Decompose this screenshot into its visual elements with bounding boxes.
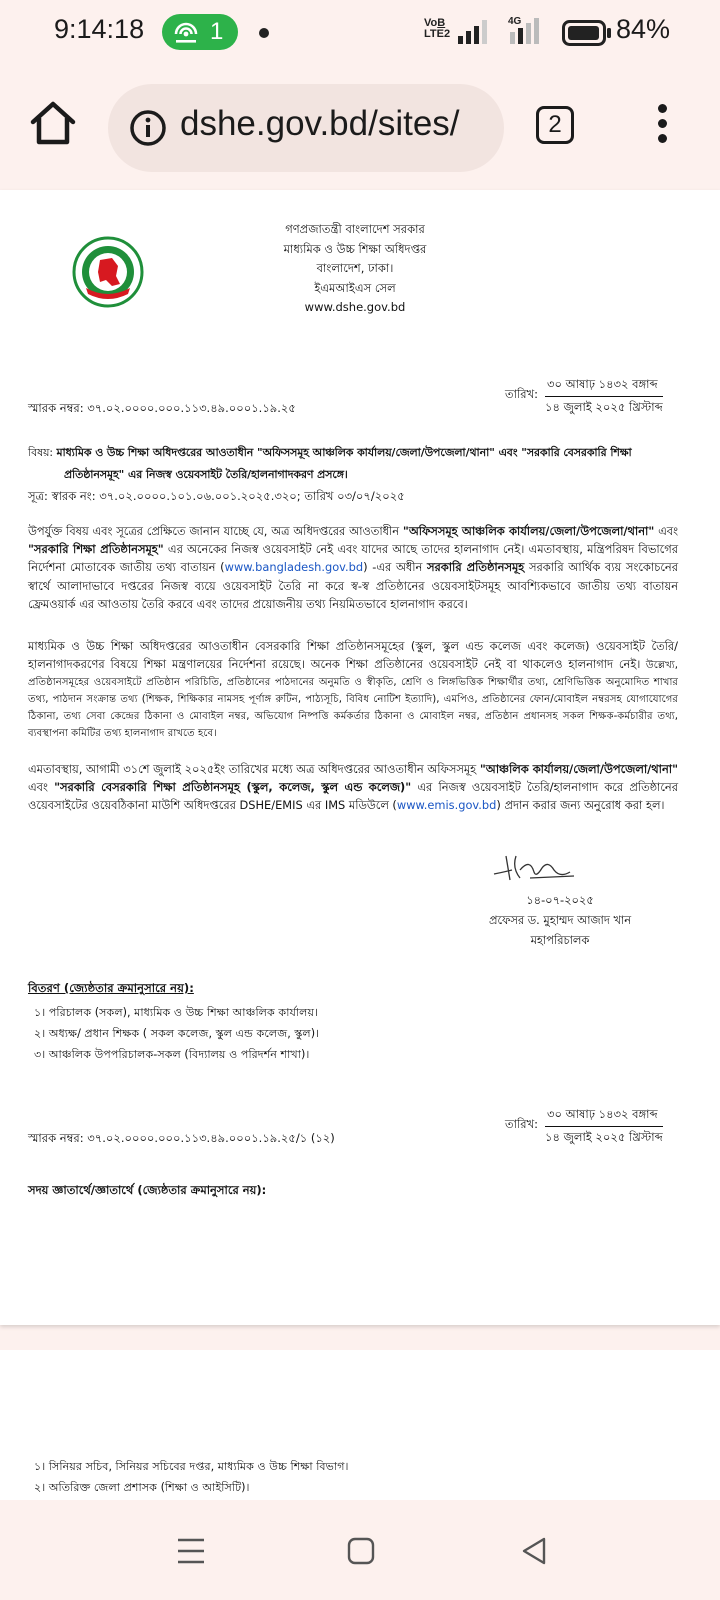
list-item: ৩। আঞ্চলিক উপপরিচালক-সকল (বিদ্যালয় ও পরিদর্শন শাখা)। — [34, 1048, 310, 1061]
list-item: ১। সিনিয়র সচিব, সিনিয়র সচিবের দপ্তর, মাধ্যমিক ও উচ্চ শিক্ষা বিভাগ। — [34, 1460, 349, 1473]
hotspot-indicator — [162, 14, 238, 50]
bangladesh-portal-link[interactable]: www.bangladesh.gov.bd — [224, 560, 364, 575]
battery-icon — [562, 20, 612, 46]
letterhead-dept: মাধ্যমিক ও উচ্চ শিক্ষা অধিদপ্তর — [283, 241, 427, 256]
tab-switcher-button[interactable]: 2 — [536, 106, 574, 144]
p3-bold-offices: "আঞ্চলিক কার্যালয়/জেলা/উপজেলা/থানা" — [479, 762, 679, 776]
p1-text-h: সরকারি আর্থিক ব্যয় সংকোচনের স্বার্থে আলাদাভাবে দপ্তরের নিজস্ব ব্যয়ে ওয়েবসাইট তৈরি না করে স্ব-স্ব প্রতিষ্ঠানের ওয়েবসাইটসমূহ আবশ্যিকভাবে জাতীয় তথ্য বাতায়ন ফ্রেমওয়ার্ক এর আওতায় তৈরি করবে এবং তাদের প্রয়োজনীয় তথ্য নিয়মিতভাবে হালনাগাদ করবে। — [28, 560, 678, 611]
memo-number: স্মারক নম্বর: ৩৭.০২.০০০০.০০০.১১৩.৪৯.০০০১.১৯.২৫ — [28, 401, 296, 415]
list-item: ১। পরিচালক (সকল), মাধ্যমিক ও উচ্চ শিক্ষা আঞ্চলিক কার্যালয়। — [34, 1006, 319, 1019]
signatory-title: মহাপরিচালক — [530, 933, 590, 947]
letterhead-cell: ইএমআইএস সেল — [314, 280, 396, 295]
subject-label: বিষয়: — [28, 446, 54, 459]
notification-dot — [259, 28, 269, 38]
signature-block — [460, 890, 660, 950]
date-bangla-2: ৩০ আষাঢ় ১৪৩২ বঙ্গাব্দ — [547, 1107, 658, 1121]
url-text[interactable]: dshe.gov.bd/sites/ — [180, 104, 460, 143]
list-item: ২। অতিরিক্ত জেলা প্রশাসক (শিক্ষা ও আইসিটি)। — [34, 1481, 250, 1494]
subject-line-1 — [28, 444, 632, 463]
p1-text-e: এর অনেকের নিজস্ব ওয়েবসাইট নেই এবং যাদের আছে তাদের হালনাগাদ নেই। এমতাবস্থায়, মন্ত্রিপরিষদ বিভাগের নির্দেশনা মোতাবেক জাতীয় তথ্য বাতায়ন ( — [28, 542, 678, 575]
p1-bold-offices: "অফিসসমূহ আঞ্চলিক কার্যালয়/জেলা/উপজেলা/থানা" — [402, 524, 655, 538]
memo-number-2: স্মারক নম্বর: ৩৭.০২.০০০০.০০০.১১৩.৪৯.০০০১.১৯.২৫/১ (১২) — [28, 1131, 335, 1145]
nav-home-icon[interactable] — [346, 1536, 376, 1566]
handwritten-signature — [490, 850, 580, 884]
p3-text-e: এর নিজস্ব ওয়েবসাইট তৈরি/হালনাগাদ করে প্রতিষ্ঠানের ওয়েবসাইটের ওয়েবঠিকানা মাউশি অধিদপ্তরের DSHE/EMIS এর IMS মডিউলে ( — [28, 780, 678, 813]
subject-line-2: প্রতিষ্ঠানসমূহ" এর নিজস্ব ওয়েবসাইট তৈরি/হালনাগাদকরণ প্রসঙ্গে। — [64, 468, 348, 481]
address-bar[interactable] — [108, 84, 504, 172]
p3-text-a: এমতাবস্থায়, আগামী ৩১শে জুলাই ২০২৫ইং তারিখের মধ্যে অত্র অধিদপ্তরের আওতাধীন অফিসসমূহ — [28, 762, 480, 776]
recent-apps-icon[interactable] — [176, 1536, 206, 1566]
browser-toolbar — [0, 66, 720, 190]
info-heading: সদয় জ্ঞাতার্থে/জ্ঞাতার্থে (জ্যেষ্ঠতার ক্রমানুসারে নয়): — [28, 1183, 267, 1197]
p1-bold-govt: সরকারি প্রতিষ্ঠানসমূহ — [427, 560, 525, 575]
signatory-name: প্রফেসর ড. মুহাম্মদ আজাদ খান — [488, 913, 632, 927]
paragraph-1 — [28, 522, 678, 613]
subject-text: মাধ্যমিক ও উচ্চ শিক্ষা অধিদপ্তরের আওতাধীন "অফিসসমূহ আঞ্চলিক কার্যালয়/জেলা/উপজেলা/থানা" এবং "সরকারি বেসরকারি শিক্ষা — [56, 446, 632, 459]
hotspot-count: 1 — [210, 18, 224, 45]
date-label: তারিখ: — [505, 387, 539, 401]
status-bar — [0, 0, 720, 66]
home-icon[interactable] — [26, 96, 80, 150]
reference-line: সূত্র: স্বারক নং: ৩৭.০২.০০০০.১০১.০৬.০০১.২০২৫.৩২০; তারিখ ০৩/০৭/২০২৫ — [28, 489, 405, 503]
p2-text-a: মাধ্যমিক ও উচ্চ শিক্ষা অধিদপ্তরের আওতাধীন বেসরকারি শিক্ষা প্রতিষ্ঠানসমূহের (স্কুল, স্কুল এন্ড কলেজ এবং কলেজ) ওয়েবসাইট তৈরি/হালনাগাদকরণের বিষয়ে শিক্ষা মন্ত্রণালয়ের নির্দেশনা রয়েছে। অনেক শিক্ষা প্রতিষ্ঠানের ওয়েবসাইট নেই বা থাকলেও হালনাগাদ নেই। — [28, 639, 678, 671]
copy-list — [34, 1456, 349, 1498]
p3-bold-institutions: "সরকারি বেসরকারি শিক্ষা প্রতিষ্ঠানসমূহ (স্কুল, কলেজ, স্কুল এন্ড কলেজ)" — [54, 780, 412, 795]
date-label-2: তারিখ: — [505, 1117, 539, 1131]
p1-text-f: ) -এর অধীন — [363, 560, 427, 575]
list-item: ২। অধ্যক্ষ/ প্রধান শিক্ষক ( সকল কলেজ, স্কুল এন্ড কলেজ, স্কুল)। — [34, 1027, 320, 1040]
document-page — [0, 190, 720, 1325]
document-page-2 — [0, 1350, 720, 1500]
status-time: 9:14:18 — [54, 14, 145, 44]
paragraph-2 — [28, 638, 678, 742]
site-info-icon[interactable] — [128, 108, 168, 148]
system-navigation-bar — [0, 1500, 720, 1600]
volte-indicator: VoB LTE2 — [424, 17, 451, 40]
p1-text-a: উপর্যুক্ত বিষয় এবং সূত্রের প্রেক্ষিতে জানান যাচ্ছে যে, অত্র অধিদপ্তরের আওতাধীন — [28, 524, 403, 538]
paragraph-3 — [28, 760, 678, 815]
mobile-data-icon — [504, 14, 544, 44]
svg-text:4G: 4G — [508, 16, 522, 27]
hotspot-icon — [172, 20, 200, 44]
letterhead-govt: গণপ্রজাতন্ত্রী বাংলাদেশ সরকার — [285, 222, 425, 236]
emis-link[interactable]: www.emis.gov.bd — [396, 798, 497, 813]
distribution-list — [34, 1002, 319, 1065]
p3-text-c: এবং — [28, 780, 55, 795]
signal-strength-icon — [458, 20, 488, 44]
p1-bold-institutions: "সরকারি শিক্ষা প্রতিষ্ঠানসমূহ" — [28, 542, 164, 557]
letterhead — [200, 220, 510, 318]
distribution-heading: বিতরণ (জ্যেষ্ঠতার ক্রমানুসারে নয়): — [28, 981, 194, 995]
p3-text-f: ) প্রদান করার জন্য অনুরোধ করা হল। — [496, 798, 665, 813]
date-english-2: ১৪ জুলাই ২০২৫ খ্রিস্টাব্দ — [545, 1126, 663, 1148]
government-seal-logo — [72, 236, 144, 308]
more-options-icon[interactable] — [650, 104, 674, 148]
battery-percentage: 84% — [616, 14, 671, 44]
date-bangla: ৩০ আষাঢ় ১৪৩২ বঙ্গাব্দ — [547, 377, 658, 391]
back-icon[interactable] — [520, 1536, 550, 1566]
date-english: ১৪ জুলাই ২০২৫ খ্রিস্টাব্দ — [545, 396, 663, 418]
p2-text-b: উল্লেখ্য, প্রতিষ্ঠানসমূহের ওয়েবসাইটে প্রতিষ্ঠান পরিচিতি, প্রতিষ্ঠানের পাঠদানের অনুমতি ও স্বীকৃতি, শ্রেণি ও লিঙ্গভিত্তিক শিক্ষার্থীর তথ্য, শ্রেণিভিত্তিক অনুমোদিত শাখার তথ্য, পাঠদান সংক্রান্ত তথ্য (শিক্ষক, শিক্ষিকার নামসহ পূর্ণাঙ্গ রুটিন, পাঠ্যসূচি, বিবিধ নোটিশ ইত্যাদি), এমপিও, প্রতিষ্ঠানের ফোন/মোবাইল নম্বরসহ যোগাযোগের ঠিকানা, তথ্য সেবা কেন্দ্রের ঠিকানা ও মোবাইল নম্বর, অভিযোগ নিষ্পত্তি কর্মকর্তার ঠিকানা ও মোবাইল নম্বর, প্রতিষ্ঠান প্রধানসহ সকল শিক্ষক-কর্মচারীর তথ্য, ব্যবস্থাপনা কমিটির তথ্য হালনাগাদ রাখতে হবে। — [28, 660, 678, 739]
letterhead-city: বাংলাদেশ, ঢাকা। — [316, 261, 394, 275]
p1-text-c: এবং — [654, 524, 678, 538]
signature-date: ১৪-০৭-২০২৫ — [526, 893, 594, 907]
letterhead-website: www.dshe.gov.bd — [304, 300, 406, 314]
